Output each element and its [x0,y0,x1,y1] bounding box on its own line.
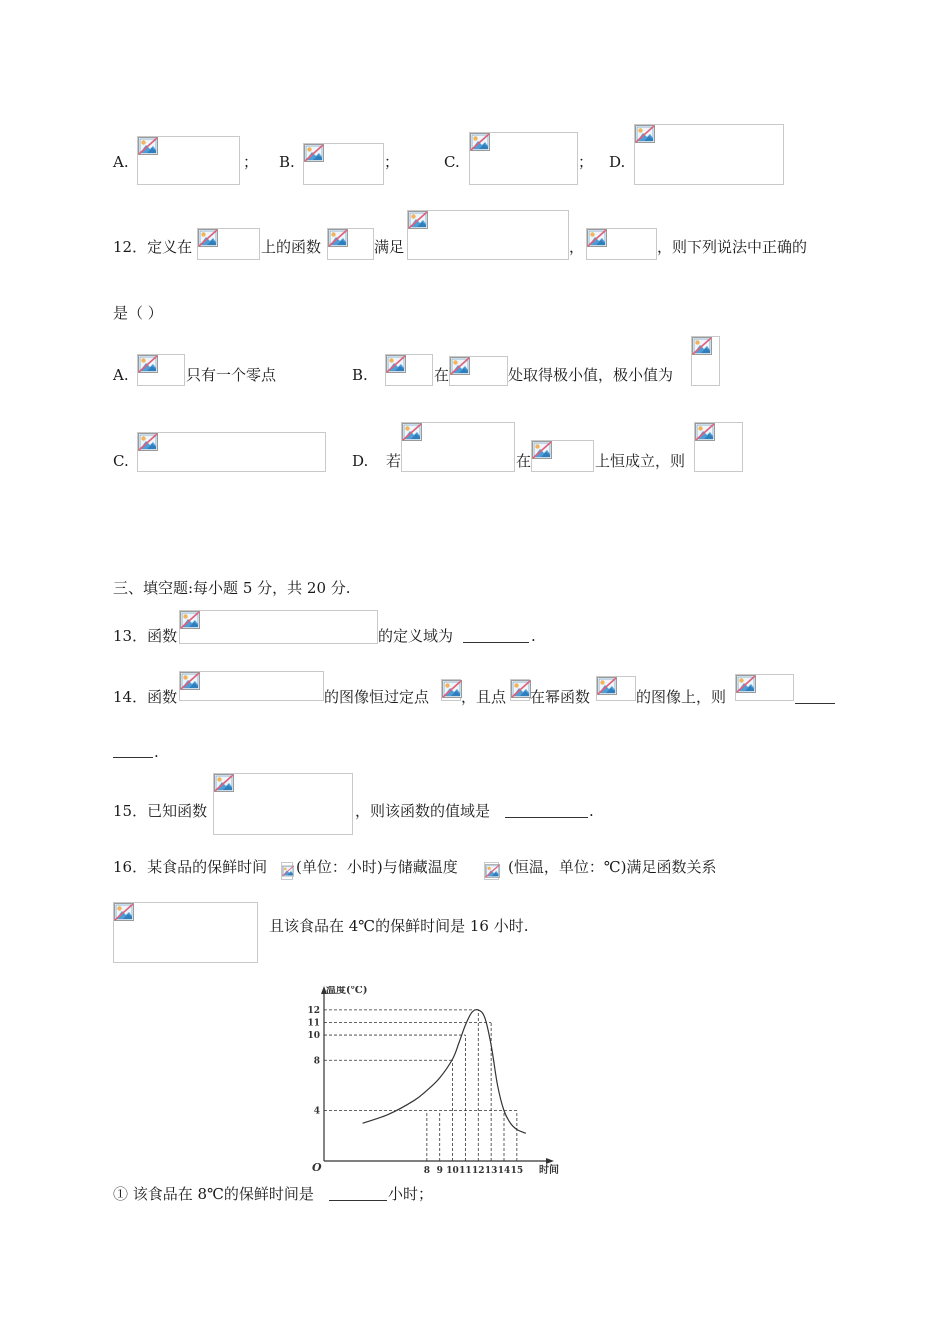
formula-image [137,432,326,472]
broken-image-icon [485,863,500,879]
formula-image [303,143,384,185]
broken-image-icon [386,355,406,373]
question-text: ，则该函数的值域是 [355,802,491,820]
formula-image [586,228,657,260]
formula-image [197,228,260,260]
question-text: 且该食品在 4℃的保鲜时间是 16 小时. [269,917,529,935]
answer-blank [795,689,835,704]
formula-image [385,354,433,386]
option-c-label: C. [113,452,129,470]
question-text: ，则下列说法中正确的 [657,238,808,256]
broken-image-icon [304,144,324,162]
broken-image-icon [180,672,200,690]
question-text: 上的函数 [261,238,322,256]
y-tick-label: 8 [313,1056,320,1067]
x-tick-label: 9 [436,1166,443,1176]
broken-image-icon [695,423,715,441]
answer-blank [113,743,153,758]
question-text: 的图像恒过定点 [324,688,430,706]
broken-image-icon [470,133,490,151]
option-c-label: C. [444,153,460,171]
formula-image [213,773,353,835]
question-text: 小时； [388,1185,434,1203]
question-text: 是（ ） [113,304,163,322]
broken-image-icon [114,903,134,921]
broken-image-icon [282,863,294,879]
answer-blank [463,628,529,643]
x-tick-label: 13 [484,1166,498,1176]
formula-image [449,356,508,386]
formula-image [327,228,374,260]
temperature-time-chart [300,986,560,1178]
answer-blank [505,803,588,818]
option-b-label: B. [352,366,368,384]
formula-image [691,336,720,386]
question-text: ， [569,238,585,256]
formula-image [596,676,636,701]
broken-image-icon [587,229,607,247]
option-a-label: A. [113,153,129,171]
option-d-label: D. [609,153,626,171]
broken-image-icon [597,677,617,695]
x-axis-arrow [546,1158,554,1164]
y-tick-label: 12 [307,1005,320,1016]
option-d-label: D. [352,452,369,470]
formula-image [531,440,594,472]
option-b-text: 处取得极小值，极小值为 [508,366,674,384]
broken-image-icon [214,774,234,792]
broken-image-icon [198,229,218,247]
broken-image-icon [692,337,712,355]
section-heading: 三、填空题:每小题 5 分，共 20 分. [113,579,351,597]
broken-image-icon [138,433,158,451]
formula-image [179,610,378,644]
x-tick-label: 10 [446,1166,459,1176]
y-tick-label: 4 [313,1106,320,1117]
separator: ； [243,153,259,171]
option-a-label: A. [113,366,129,384]
question-text: 在幂函数 [530,688,591,706]
broken-image-icon [402,423,422,441]
question-text: 15．已知函数 [113,802,208,820]
option-b-text: 在 [434,366,450,384]
question-text: ，且点 [461,688,507,706]
x-axis-label: 时间 [539,1165,559,1176]
question-text: 14．函数 [113,688,178,706]
formula-image [113,902,258,963]
formula-image [510,679,530,701]
question-text: ① 该食品在 8℃的保鲜时间是 [113,1185,314,1203]
option-d-text: 在 [516,452,532,470]
broken-image-icon [442,680,462,698]
question-text: 16．某食品的保鲜时间 [113,858,268,876]
question-text: 12．定义在 [113,238,193,256]
origin-label: O [312,1161,322,1174]
broken-image-icon [408,211,428,229]
question-text: . [531,627,536,645]
y-axis-label: 温度(℃) [326,986,368,996]
question-text: (恒温，单位：℃)满足函数关系 [508,858,717,876]
question-text: 满足 [374,238,405,256]
formula-image [281,862,293,880]
question-text: 的定义域为 [378,627,454,645]
broken-image-icon [328,229,348,247]
option-a-text: 只有一个零点 [186,366,277,384]
x-tick-label: 8 [423,1166,430,1176]
y-tick-label: 11 [307,1018,320,1029]
formula-image [735,674,794,701]
broken-image-icon [635,125,655,143]
formula-image [634,124,784,185]
series-line [363,1010,526,1134]
x-tick-label: 12 [472,1166,485,1176]
formula-image [694,422,743,472]
option-d-text: 若 [386,452,402,470]
question-text: 13．函数 [113,627,178,645]
formula-image [407,210,569,260]
formula-image [137,136,240,185]
broken-image-icon [511,680,531,698]
broken-image-icon [180,611,200,629]
formula-image [469,132,578,185]
x-tick-label: 15 [510,1166,524,1176]
separator: ； [578,153,594,171]
question-text: 的图像上，则 [636,688,727,706]
question-text: . [589,802,594,820]
y-tick-label: 10 [307,1031,320,1042]
question-text: . [154,743,159,761]
broken-image-icon [532,441,552,459]
formula-image [401,422,515,472]
broken-image-icon [736,675,756,693]
broken-image-icon [138,137,158,155]
option-b-label: B. [279,153,295,171]
formula-image [484,862,499,880]
x-tick-label: 14 [497,1166,511,1176]
formula-image [137,354,185,386]
question-text: (单位：小时)与储藏温度 [296,858,458,876]
formula-image [179,671,324,701]
broken-image-icon [450,357,470,375]
x-tick-label: 11 [459,1166,472,1176]
formula-image [441,679,461,701]
separator: ； [384,153,400,171]
option-d-text: 上恒成立，则 [595,452,686,470]
broken-image-icon [138,355,158,373]
answer-blank [329,1186,387,1201]
